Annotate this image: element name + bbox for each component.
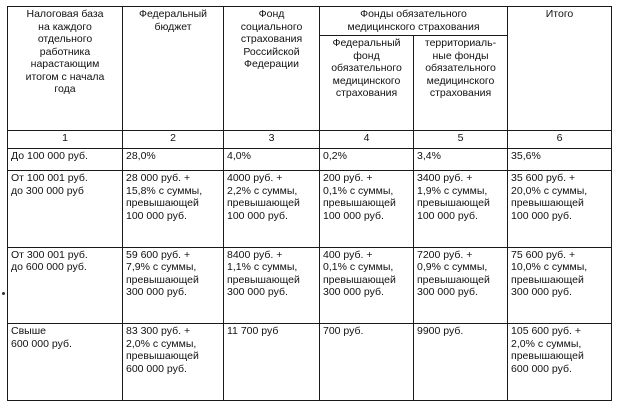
header-row-top bbox=[8, 7, 612, 36]
tax-base-cell: Свыше 600 000 руб. bbox=[8, 324, 123, 401]
rate-cell: 59 600 руб. + 7,9% с суммы, превышающей 300 000 руб. bbox=[123, 247, 224, 324]
rate-cell: 8400 руб. + 1,1% с суммы, превышающей 300 000 руб. bbox=[224, 247, 320, 324]
total-cell: 75 600 руб. + 10,0% с суммы, превышающей 300 000 руб. bbox=[508, 247, 612, 324]
total-cell: 105 600 руб. + 2,0% с суммы, превышающей 600 000 руб. bbox=[508, 324, 612, 401]
header-territorial-medical-funds: территориаль- ные фонды обязательного медицинского страхования bbox=[414, 36, 508, 131]
rate-cell: 9900 руб. bbox=[414, 324, 508, 401]
rate-cell: 400 руб. + 0,1% с суммы, превышающей 300 000 руб. bbox=[320, 247, 414, 324]
header-total: Итого bbox=[508, 7, 612, 131]
column-number: 5 bbox=[414, 130, 508, 148]
column-number: 4 bbox=[320, 130, 414, 148]
rate-cell: 200 руб. + 0,1% с суммы, превышающей 100 000 руб. bbox=[320, 171, 414, 248]
tax-base-cell: От 100 001 руб. до 300 000 руб bbox=[8, 171, 123, 248]
header-social-insurance-fund: Фонд социального страхования Российской Федерации bbox=[224, 7, 320, 131]
table-row bbox=[8, 247, 612, 324]
column-number: 1 bbox=[8, 130, 123, 148]
column-number-row bbox=[8, 130, 612, 148]
tax-rate-table-page bbox=[7, 6, 611, 401]
tax-base-cell: До 100 000 руб. bbox=[8, 148, 123, 170]
header-tax-base: Налоговая база на каждого отдельного работника нарастающим итогом с начала года bbox=[8, 7, 123, 131]
total-cell: 35 600 руб. + 20,0% с суммы, превышающей 100 000 руб. bbox=[508, 171, 612, 248]
rate-cell: 28 000 руб. + 15,8% с суммы, превышающей 100 000 руб. bbox=[123, 171, 224, 248]
column-number: 3 bbox=[224, 130, 320, 148]
rate-cell: 4,0% bbox=[224, 148, 320, 170]
rate-cell: 0,2% bbox=[320, 148, 414, 170]
header-federal-medical-fund: Федеральный фонд обязательного медицинского страхования bbox=[320, 36, 414, 131]
table-row bbox=[8, 148, 612, 170]
tax-rate-table bbox=[7, 6, 612, 401]
header-federal-budget: Федеральный бюджет bbox=[123, 7, 224, 131]
rate-cell: 4000 руб. + 2,2% с суммы, превышающей 100 000 руб. bbox=[224, 171, 320, 248]
rate-cell: 11 700 руб bbox=[224, 324, 320, 401]
margin-dot bbox=[2, 292, 5, 295]
rate-cell: 3400 руб. + 1,9% с суммы, превышающей 100 000 руб. bbox=[414, 171, 508, 248]
column-number: 6 bbox=[508, 130, 612, 148]
column-number: 2 bbox=[123, 130, 224, 148]
rate-cell: 83 300 руб. + 2,0% с суммы, превышающей 600 000 руб. bbox=[123, 324, 224, 401]
tax-base-cell: От 300 001 руб. до 600 000 руб. bbox=[8, 247, 123, 324]
rate-cell: 700 руб. bbox=[320, 324, 414, 401]
rate-cell: 28,0% bbox=[123, 148, 224, 170]
rate-cell: 7200 руб. + 0,9% с суммы, превышающей 300 000 руб. bbox=[414, 247, 508, 324]
table-row bbox=[8, 171, 612, 248]
table-row bbox=[8, 324, 612, 401]
header-medical-insurance-funds: Фонды обязательного медицинского страхования bbox=[320, 7, 508, 36]
total-cell: 35,6% bbox=[508, 148, 612, 170]
rate-cell: 3,4% bbox=[414, 148, 508, 170]
